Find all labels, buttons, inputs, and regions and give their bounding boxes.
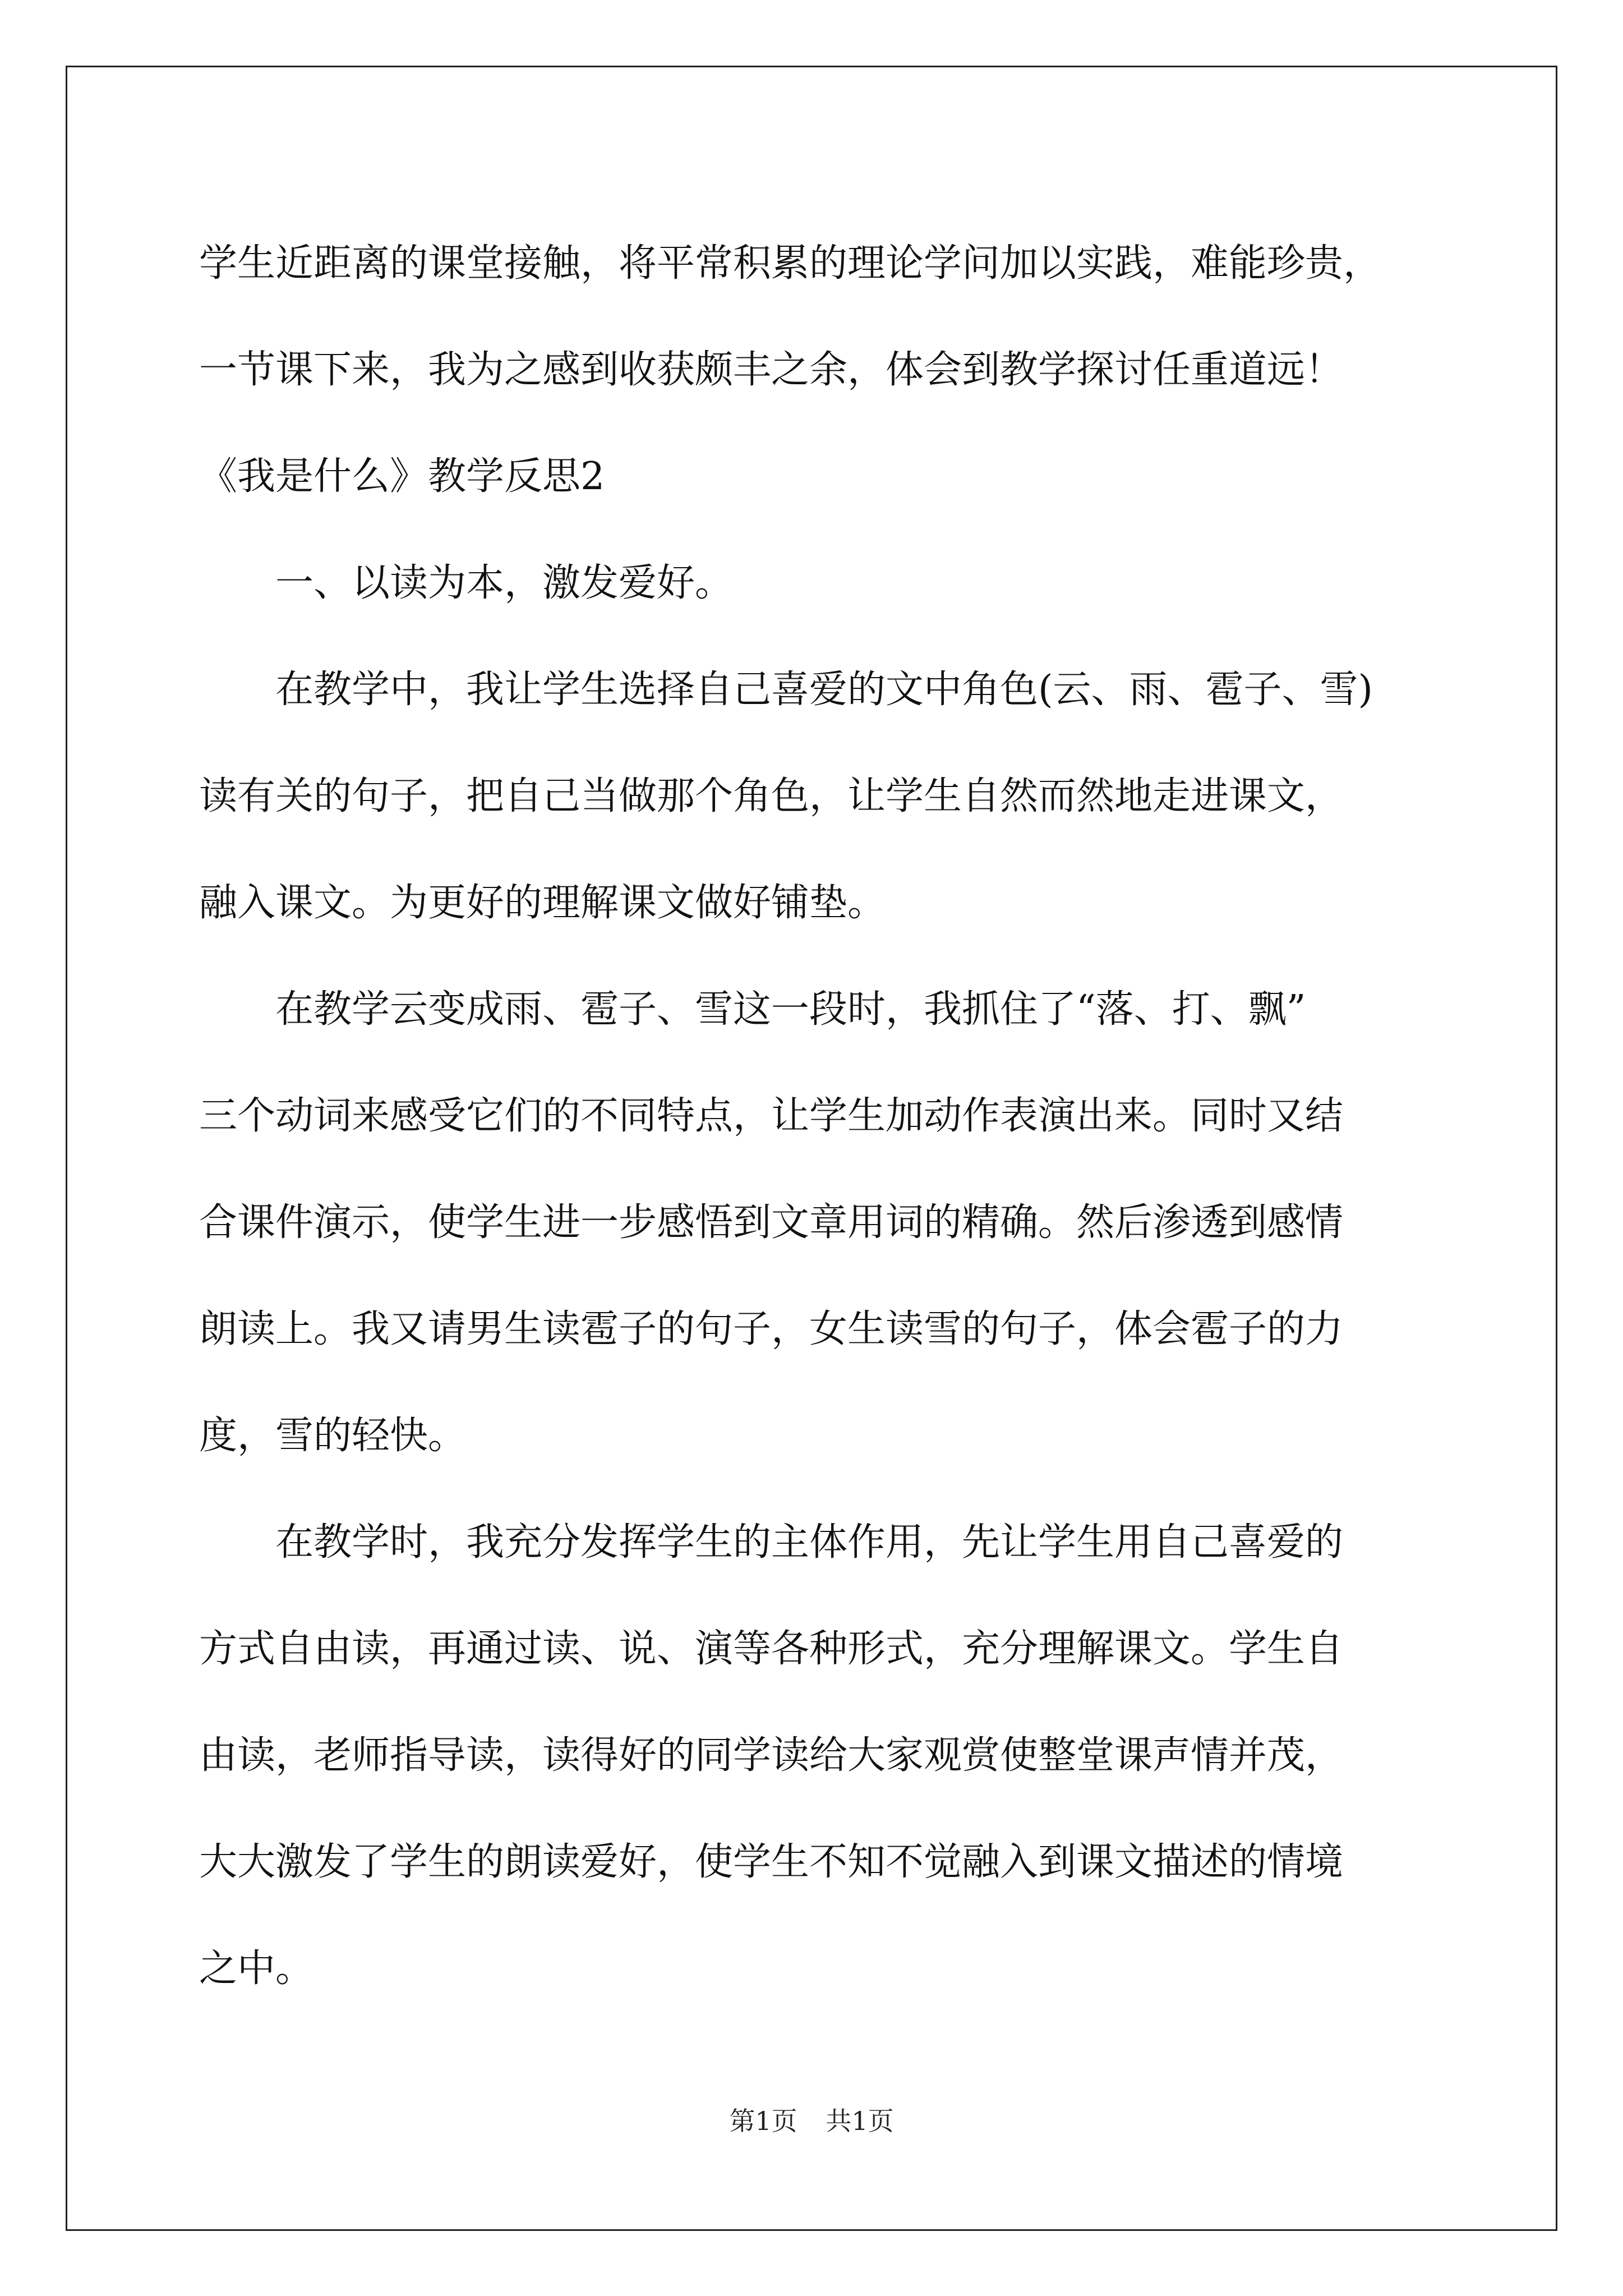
page-number-total: 共1页 [826,2106,894,2136]
section-heading [199,424,1450,530]
text-line: 之中。 [199,1947,314,1991]
text-line: 在教学时，我充分发挥学生的主体作用，先让学生用自己喜爱的 [275,1520,1344,1565]
text-line: 大大激发了学生的朗读爱好，使学生不知不觉融入到课文描述的情境 [199,1840,1344,1884]
page-number-current: 第1页 [729,2106,797,2136]
text-line: 一、以读为本，激发爱好。 [275,561,734,605]
text-line: 朗读上。我又请男生读雹子的句子，女生读雪的句子，体会雹子的力 [199,1307,1344,1351]
text-line: 由读，老师指导读，读得好的同学读给大家观赏使整堂课声情并茂， [199,1733,1344,1778]
paragraph [199,1489,1450,2022]
paragraph-continuation [199,210,1450,424]
text-line: 合课件演示，使学生进一步感悟到文章用词的精确。然后渗透到感情 [199,1200,1344,1245]
text-line: 在教学云变成雨、雹子、雪这一段时，我抓住了“落、打、飘” [275,987,1306,1032]
text-line: 在教学中，我让学生选择自己喜爱的文中角色(云、雨、雹子、雪) [275,668,1373,712]
page-footer [0,2101,1623,2138]
text-line: 方式自由读，再通过读、说、演等各种形式，充分理解课文。学生自 [199,1627,1344,1671]
document-body [199,210,1450,2022]
paragraph [199,637,1450,956]
text-line: 融入课文。为更好的理解课文做好铺垫。 [199,881,886,925]
text-line: 读有关的句子，把自己当做那个角色，让学生自然而然地走进课文， [199,774,1344,818]
paragraph [199,956,1450,1489]
heading-text: 《我是什么》教学反思2 [199,454,605,499]
subheading [199,530,1450,637]
text-line: 度，雪的轻快。 [199,1414,467,1458]
text-line: 一节课下来，我为之感到收获颇丰之余，体会到教学探讨任重道远！ [199,348,1344,392]
text-line: 三个动词来感受它们的不同特点，让学生加动作表演出来。同时又结 [199,1094,1344,1138]
text-line: 学生近距离的课堂接触，将平常积累的理论学问加以实践，难能珍贵， [199,241,1382,286]
